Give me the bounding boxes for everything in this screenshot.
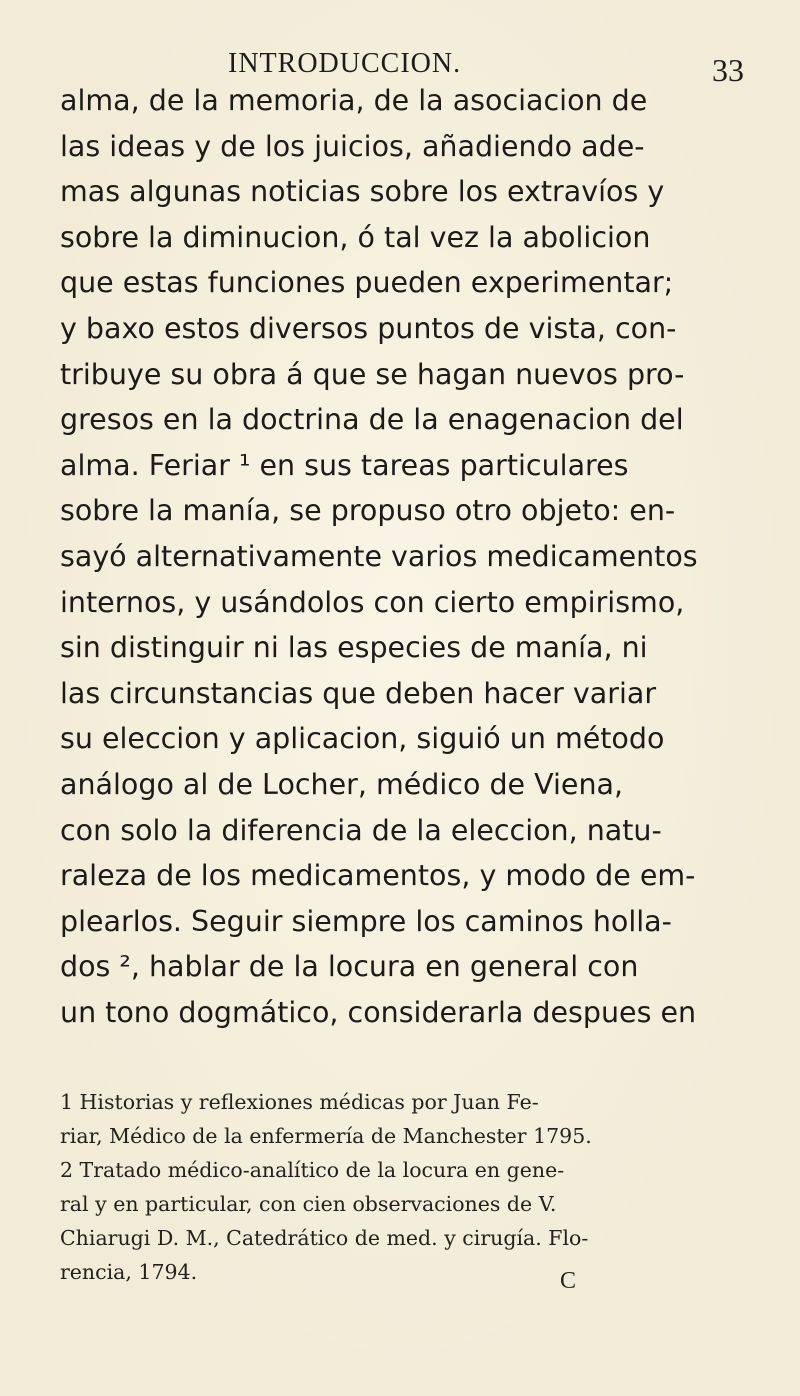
text-line: sayó alternativamente varios medicamentos xyxy=(60,539,698,573)
text-line: internos, y usándolos con cierto empirismo, xyxy=(60,585,685,619)
text-line: alma, de la memoria, de la asociacion de xyxy=(60,84,648,117)
text-line: las ideas y de los juicios, añadiendo ade- xyxy=(60,129,645,163)
footnote-line: Chiarugi D. M., Catedrático de med. y cirugía. Flo- xyxy=(60,1226,589,1250)
running-head xyxy=(0,24,800,88)
text-line: dos ², hablar de la locura en general con xyxy=(60,950,639,984)
text-line: sin distinguir ni las especies de manía, ni xyxy=(60,631,648,665)
text-line: y baxo estos diversos puntos de vista, con- xyxy=(60,311,677,345)
text-line: que estas funciones pueden experimentar; xyxy=(60,266,674,300)
signature-mark: C xyxy=(560,1268,577,1294)
running-title: INTRODUCCION. xyxy=(228,48,462,79)
body-text xyxy=(60,78,800,1035)
page-number: 33 xyxy=(712,52,744,88)
text-line: un tono dogmático, considerarla despues en xyxy=(60,995,697,1029)
text-line: análogo al de Locher, médico de Viena, xyxy=(60,767,624,801)
text-line: alma. Feriar ¹ en sus tareas particulares xyxy=(60,448,629,482)
footnote-line: 1 Historias y reflexiones médicas por Juan Fe- xyxy=(60,1090,539,1114)
text-line: sobre la manía, se propuso otro objeto: en- xyxy=(60,494,676,528)
footnote-line: rencia, 1794. xyxy=(60,1260,198,1284)
text-line: raleza de los medicamentos, y modo de em- xyxy=(60,859,696,893)
footnote-line: riar, Médico de la enfermería de Manchester 1795. xyxy=(60,1124,592,1148)
text-line: plearlos. Seguir siempre los caminos holla- xyxy=(60,904,672,938)
text-line: gresos en la doctrina de la enagenacion del xyxy=(60,403,684,437)
text-line: las circunstancias que deben hacer variar xyxy=(60,676,657,710)
footnote-line: ral y en particular, con cien observaciones de V. xyxy=(60,1192,557,1216)
footnote-line: 2 Tratado médico-analítico de la locura en gene- xyxy=(60,1158,565,1182)
text-line: mas algunas noticias sobre los extravíos y xyxy=(60,175,665,209)
text-line: su eleccion y aplicacion, siguió un método xyxy=(60,722,665,756)
text-line: tribuye su obra á que se hagan nuevos pro- xyxy=(60,357,685,391)
text-line: con solo la diferencia de la eleccion, natu- xyxy=(60,813,662,847)
text-line: sobre la diminucion, ó tal vez la abolicion xyxy=(60,220,651,254)
footnotes xyxy=(60,1085,800,1289)
